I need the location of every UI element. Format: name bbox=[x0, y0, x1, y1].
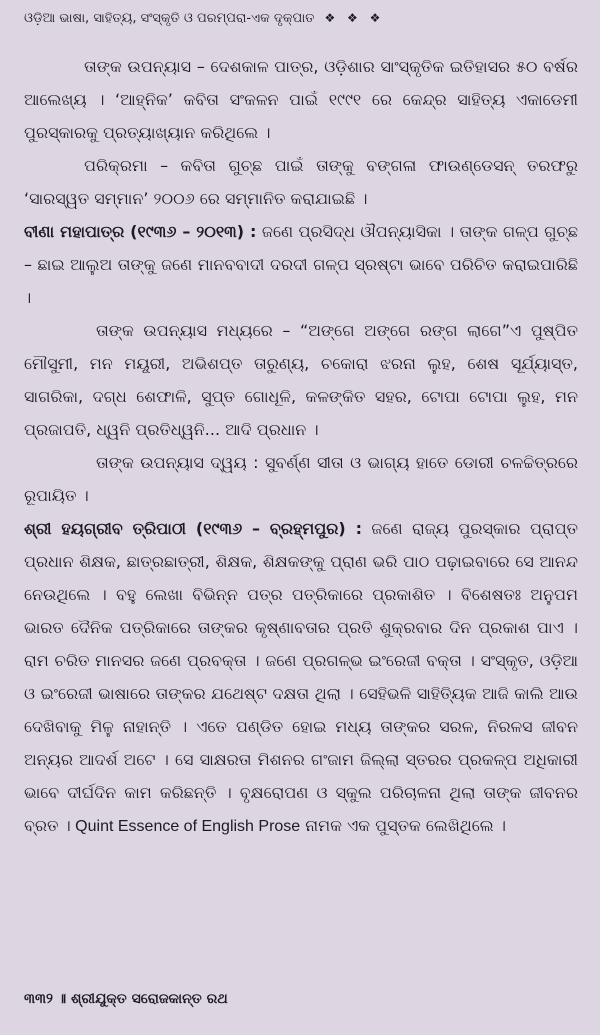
running-title: ଓଡ଼ିଆ ଭାଷା, ସାହିତ୍ୟ, ସଂସ୍କୃତି ଓ ପରମ୍ପରା-ଏକ ଦୃକ୍‌ପାତ bbox=[24, 11, 315, 26]
bina-mahapatra-text: ଜଣେ ପ୍ରସିଦ୍ଧ ଔପନ୍ୟାସିକା । ତାଙ୍କ ଗଳ୍ପ ଗୁଚ୍ଛ – ଛାଇ ଆଲୁଅ ତାଙ୍କୁ ଜଣେ ମାନବବାଦୀ ଦରଦୀ ଗଳ୍ପ ସ୍ରଷ୍ଟା ଭାବେ ପରିଚିତ କରାଇପାରିଛି । bbox=[24, 222, 578, 307]
bina-mahapatra-heading: ବୀଣା ମହାପାତ୍ର (୧୯୩୬ – ୨୦୧୩) : bbox=[24, 222, 257, 241]
running-header bbox=[24, 8, 578, 28]
paragraph-upanyasa-deshakala: ତାଙ୍କ ଉପନ୍ୟାସ – ଦେଶକାଳ ପାତ୍ର, ଓଡ଼ିଶାର ସାଂସ୍କୃତିକ ଇତିହାସର ୫୦ ବର୍ଷର ଆଲେଖ୍ୟ । ‘ଆହ୍ନିକ’ କବିତା ସଂକଳନ ପାଇଁ ୧୯୯୧ ରେ କେନ୍ଦ୍ର ସାହିତ୍ୟ ଏକାଡେମୀ ପୁରସ୍କାରକୁ ପ୍ରତ୍ୟାଖ୍ୟାନ କରିଥିଲେ । bbox=[24, 57, 578, 142]
paragraph-bina-mahapatra bbox=[24, 215, 578, 314]
hayagriba-tripathy-tail: ନାମକ ଏକ ପୁସ୍ତକ ଲେଖିଥିଲେ । bbox=[300, 816, 506, 835]
hayagriba-tripathy-heading: ଶ୍ରୀ ହୟଗ୍ରୀବ ତ୍ରିପାଠୀ (୧୯୩୬ – ବ୍ରହ୍ମପୁର) : bbox=[24, 519, 362, 538]
page-number: ୩୩୨ bbox=[24, 991, 53, 1007]
paragraph-films: ତାଙ୍କ ଉପନ୍ୟାସ ଦ୍ୱୟ : ସୁବର୍ଣ୍ଣ ସୀତା ଓ ଭାଗ୍ୟ ହାତେ ଡୋରୀ ଚଳଚ୍ଚିତ୍ରରେ ରୂପାୟିତ । bbox=[24, 453, 578, 505]
paragraph-novels-list: ତାଙ୍କ ଉପନ୍ୟାସ ମଧ୍ୟରେ – “ଅଙ୍ଗେ ଅଙ୍ଗେ ରଙ୍ଗ ଲାଗେ”ଏ ପୁଷ୍ପିତ ମୌସୁମୀ, ମନ ମୟୂରୀ, ଅଭିଶପ୍ତ ତାରୁଣ୍ୟ, ଚକୋରା ଝରନା ଲୁହ, ଶେଷ ସୂର୍ଯ୍ୟାସ୍ତ, ସାଗରିକା, ଦଗ୍ଧ ଶେଫାଳି, ସୁପ୍ତ ଗୋଧୂଳି, କଳଙ୍କିତ ସହର, ଟୋପା ଟୋପା ଲୁହ, ମନ ପ୍ରଜାପତି, ଧ୍ୱନି ପ୍ରତିଧ୍ୱନି... ଆଦି ପ୍ରଧାନ । bbox=[24, 321, 578, 439]
page-footer bbox=[24, 988, 228, 1010]
hayagriba-tripathy-text: ଜଣେ ରାଜ୍ୟ ପୁରସ୍କାର ପ୍ରାପ୍ତ ପ୍ରଧାନ ଶିକ୍ଷକ, ଛାତ୍ରଛାତ୍ରୀ, ଶିକ୍ଷକ, ଶିକ୍ଷକଙ୍କୁ ପ୍ରାଣ ଭରି ପାଠ ପଢ଼ାଇବାରେ ସେ ଆନନ୍ଦ ନେଉଥିଲେ । ବହୁ ଲେଖା ବିଭିନ୍ନ ପତ୍ର ପତ୍ରିକାରେ ପ୍ରକାଶିତ । ବିଶେଷତଃ ଅନୁପମ ଭାରତ ଦୈନିକ ପତ୍ରିକାରେ ତାଙ୍କର କୃଷ୍ଣାବତାର ପ୍ରତି ଶୁକ୍ରବାର ଦିନ ପ୍ରକାଶ ପାଏ । ରାମ ଚରିତ ମାନସର ଜଣେ ପ୍ରବକ୍ତା । ଜଣେ ପ୍ରଗଳ୍ଭ ଇଂରେଜୀ ବକ୍ତା । ସଂସ୍କୃତ, ଓଡ଼ିଆ ଓ ଇଂରେଜୀ ଭାଷାରେ ତାଙ୍କର ଯଥେଷ୍ଟ ଦକ୍ଷତା ଥିଲା । ସେହିଭଳି ସାହିତ୍ୟିକ ଆଜି କାଲି ଆଉ ଦେଖିବାକୁ ମିଳୁ ନାହାନ୍ତି । ଏତେ ପଣ୍ଡିତ ହୋଇ ମଧ୍ୟ ତାଙ୍କର ସରଳ, ନିରଳସ ଜୀବନ ଅନ୍ୟର ଆଦର୍ଶ ଅଟେ । ସେ ସାକ୍ଷରତା ମିଶନର ଗଂଜାମ ଜିଲ୍ଲା ସ୍ତରର ପ୍ରକଳ୍ପ ଅଧିକାରୀ ଭାବେ ଦୀର୍ଘଦିନ କାମ କରିଛନ୍ତି । ବୃକ୍ଷରୋପଣ ଓ ସ୍କୁଲ ପରିଚାଳନା ଥିଲା ତାଙ୍କ ଜୀବନର ବ୍ରତ । bbox=[24, 519, 578, 835]
paragraph-hayagriba-tripathy bbox=[24, 512, 578, 843]
english-book-title: Quint Essence of English Prose bbox=[70, 818, 301, 835]
ornament-glyphs: ❖ ❖ ❖ bbox=[324, 11, 385, 25]
paragraph-parikrama: ପରିକ୍ରମା – କବିତା ଗୁଚ୍ଛ ପାଇଁ ତାଙ୍କୁ ବଙ୍ଗଳା ଫାଉଣ୍ଡେସନ୍ ତରଫରୁ ‘ସାରସ୍ୱତ ସମ୍ମାନ’ ୨୦୦୬ ରେ ସମ୍ମାନିତ କରାଯାଇଛି । bbox=[24, 156, 578, 208]
footer-separator: ॥ bbox=[57, 991, 67, 1007]
footer-author: ଶ୍ରୀଯୁକ୍ତ ସରୋଜକାନ୍ତ ରଥ bbox=[71, 991, 228, 1007]
